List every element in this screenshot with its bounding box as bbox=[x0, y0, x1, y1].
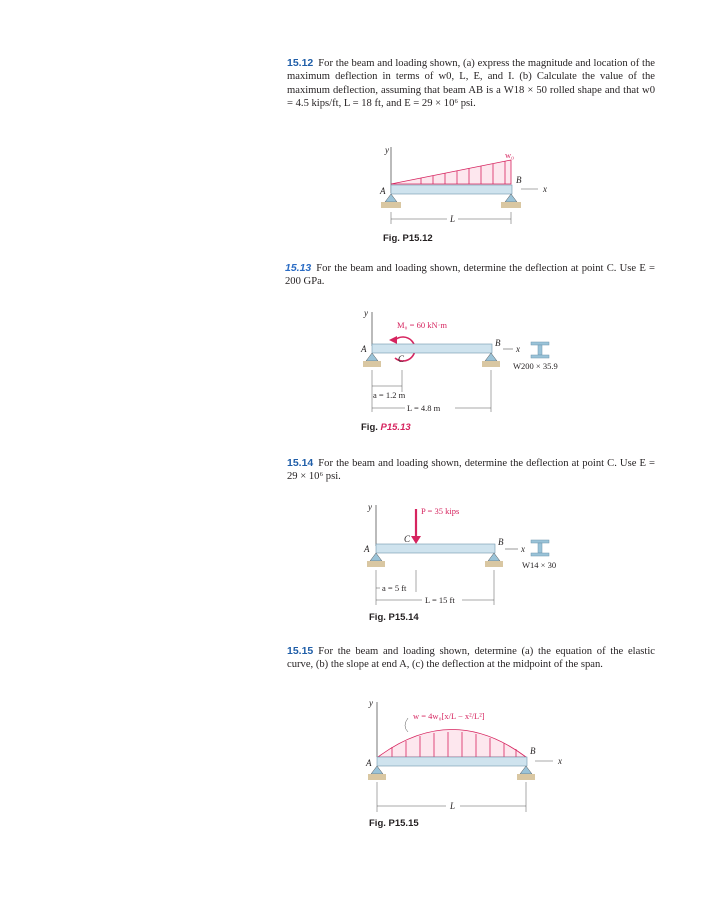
roller-support-b bbox=[520, 766, 532, 774]
x-label: x bbox=[558, 756, 562, 766]
dimension-l-label: L = 15 ft bbox=[425, 595, 455, 605]
moment-label: M₀ = 60 kN·m bbox=[397, 320, 448, 330]
figure-caption: Fig. P15.14 bbox=[369, 612, 419, 623]
y-label: y bbox=[385, 145, 389, 155]
point-a-label: A bbox=[380, 186, 386, 196]
length-label: L bbox=[450, 801, 456, 811]
beam bbox=[377, 757, 527, 766]
problem-number: 15.12 bbox=[287, 57, 314, 69]
load-label: w = 4w₀[x/L − x²/L²] bbox=[413, 711, 485, 721]
figure-caption: Fig. P15.15 bbox=[369, 818, 419, 829]
figure-caption-prefix: Fig. bbox=[361, 422, 381, 433]
pin-support-a bbox=[371, 766, 383, 774]
point-c-label: C bbox=[404, 534, 411, 544]
point-a-label: A bbox=[361, 344, 367, 354]
length-label: L bbox=[450, 214, 456, 224]
figure-caption-number: P15.13 bbox=[380, 422, 411, 433]
problem-number: 15.14 bbox=[287, 457, 314, 469]
problem-text: For the beam and loading shown, determine (a) the equation of the elastic curve, (b) the slope at end A, (c) the deflection at the midpoint of the span. bbox=[287, 646, 655, 671]
problem-text: For the beam and loading shown, (a) express the magnitude and location of the maximum deflection in terms of w0, L, E, and I. (b) Calculate the value of the maximum deflection, assuming that beam AB is a W18 × 50 rolled shape and that w0 = 4.5 kips/ft, L = 18 ft, and E = 29 × 10⁶ psi. bbox=[287, 58, 655, 110]
section-label: W14 × 30 bbox=[522, 560, 557, 570]
figure-caption: Fig. P15.12 bbox=[383, 233, 433, 244]
ground-a bbox=[368, 774, 386, 780]
dimension-l-label: L = 4.8 m bbox=[407, 403, 441, 413]
section-label: W200 × 35.9 bbox=[513, 361, 558, 371]
x-label: x bbox=[521, 544, 525, 554]
point-b-label: B bbox=[530, 746, 536, 756]
point-b-label: B bbox=[495, 338, 501, 348]
point-a-label: A bbox=[366, 758, 372, 768]
load-label: P = 35 kips bbox=[421, 506, 460, 516]
dimension-a-label: a = 1.2 m bbox=[373, 390, 406, 400]
ground-b bbox=[517, 774, 535, 780]
problem-number: 15.13 bbox=[285, 262, 312, 274]
problem-number: 15.15 bbox=[287, 645, 314, 657]
point-a-label: A bbox=[364, 544, 370, 554]
x-label: x bbox=[516, 344, 520, 354]
point-b-label: B bbox=[516, 175, 522, 185]
dimension-a-label: a = 5 ft bbox=[382, 583, 407, 593]
problem-text: For the beam and loading shown, determine the deflection at point C. Use E = 29 × 10⁶ psi. bbox=[287, 458, 655, 483]
problem-text: For the beam and loading shown, determine the deflection at point C. Use E = 200 GPa. bbox=[285, 263, 655, 288]
y-label: y bbox=[369, 698, 373, 708]
point-b-label: B bbox=[498, 537, 504, 547]
x-label: x bbox=[543, 184, 547, 194]
y-label: y bbox=[364, 308, 368, 318]
load-label: w₀ bbox=[505, 150, 515, 160]
leader-line bbox=[405, 718, 408, 732]
point-c-label: C bbox=[398, 354, 405, 364]
y-label: y bbox=[368, 502, 372, 512]
